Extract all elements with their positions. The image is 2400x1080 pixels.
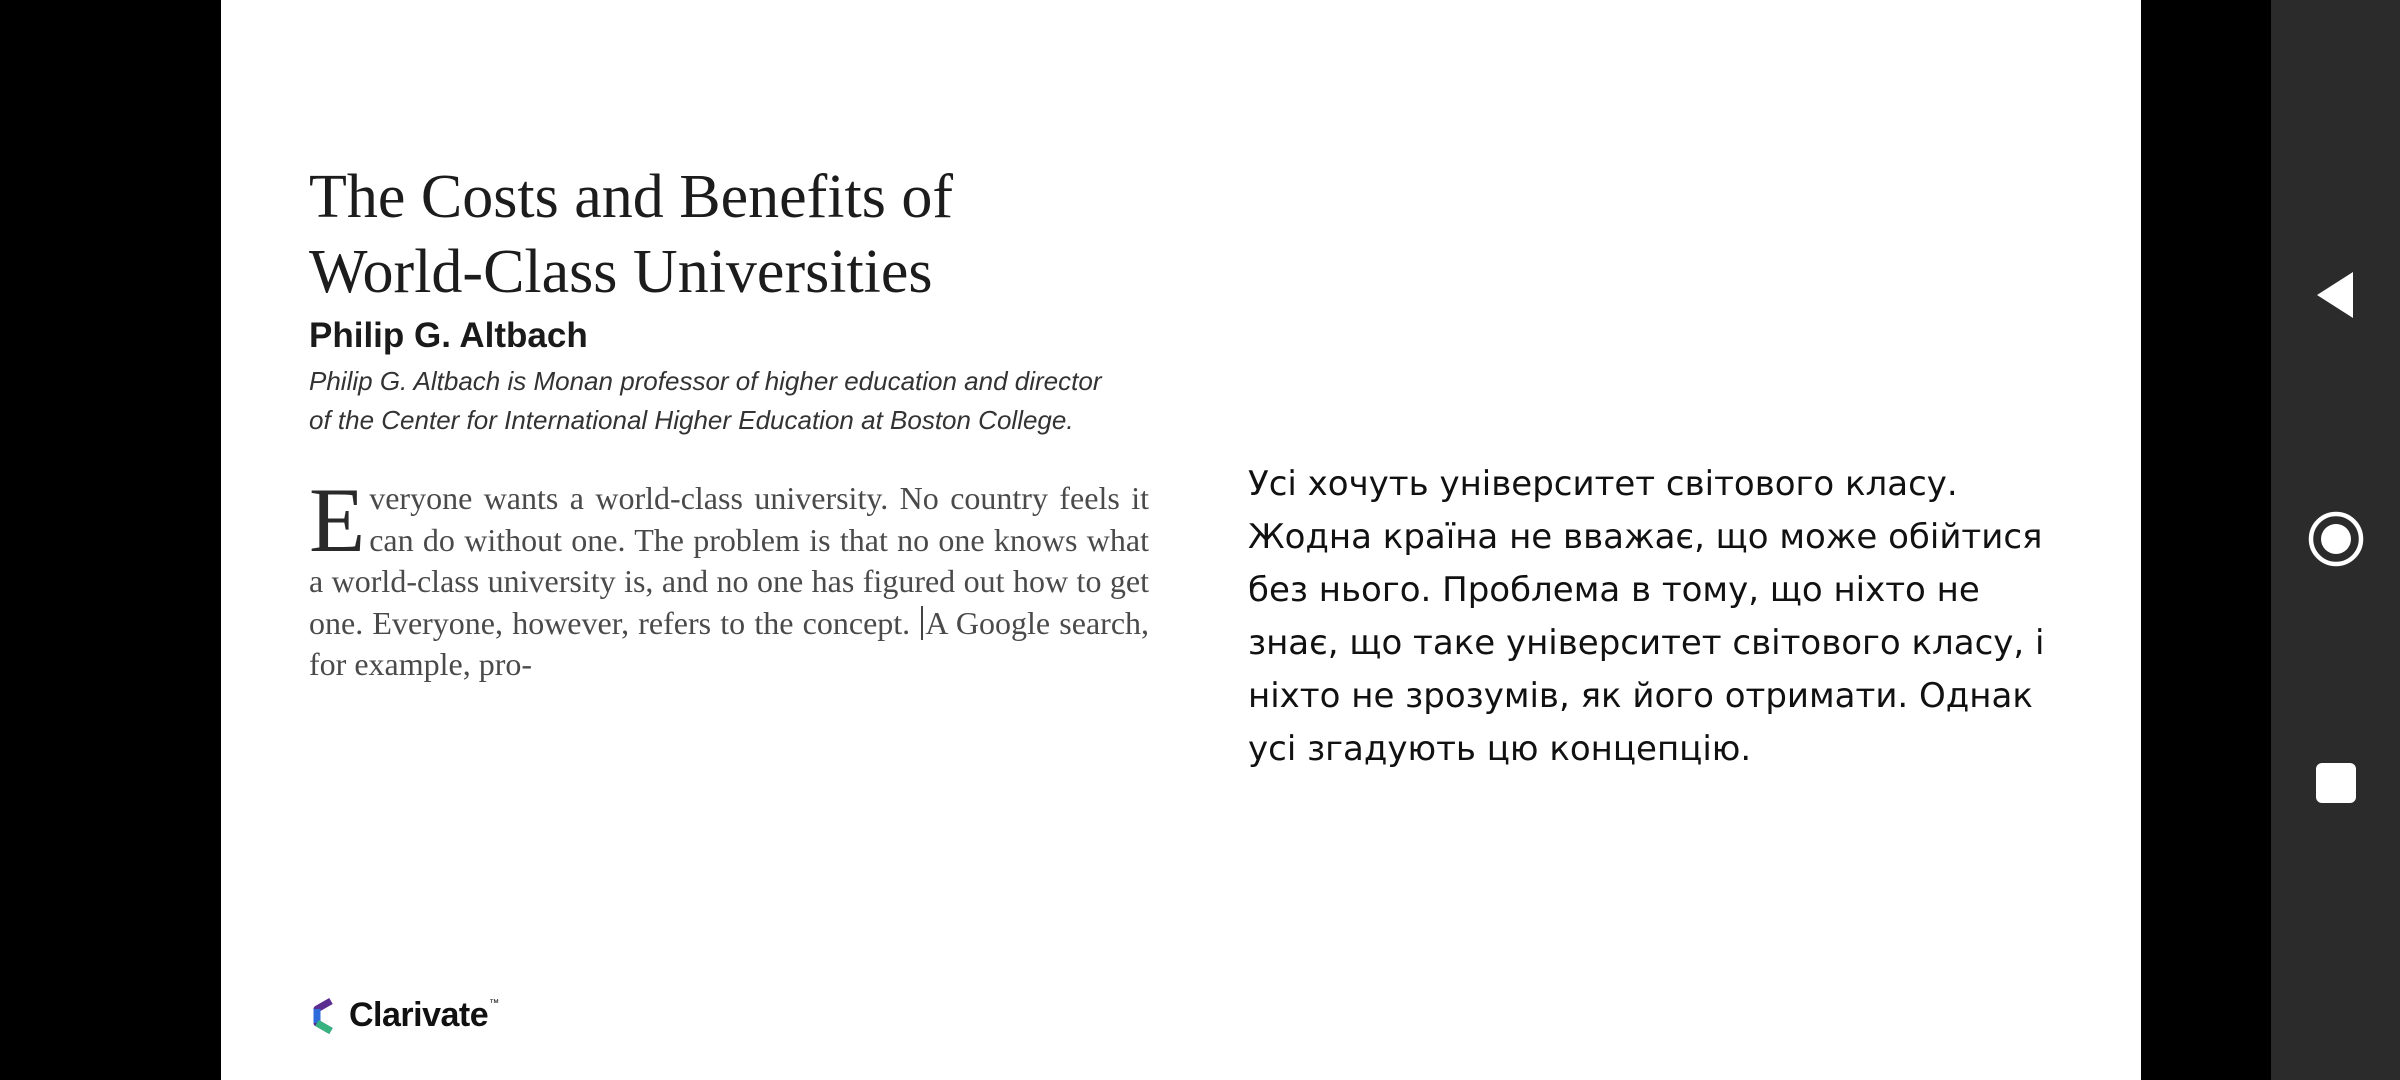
recent-apps-button[interactable] <box>2271 733 2400 833</box>
home-circle-icon <box>2306 509 2366 569</box>
home-button[interactable] <box>2271 489 2400 589</box>
article-author: Philip G. Altbach <box>309 316 588 355</box>
android-navigation-bar <box>2271 0 2400 1080</box>
article-title-line2: World-Class Universities <box>309 238 933 306</box>
affiliation-line2: of the Center for International Higher Education at Boston College. <box>309 405 1074 435</box>
drop-cap: E <box>309 469 366 571</box>
clarivate-logo-tm: ™ <box>489 998 500 1009</box>
article-title <box>309 160 1169 310</box>
clarivate-logo-icon <box>309 997 343 1035</box>
recent-square-icon <box>2314 761 2358 805</box>
article-affiliation <box>309 362 1169 440</box>
article-body <box>309 469 1150 686</box>
slide <box>221 0 2141 1080</box>
letterbox-right <box>2141 0 2271 1080</box>
body-text-before-cursor: veryone wants a world-class university. No country feels it can do without one. The problem is that no one knows what a world-class university is, and no one has figured out how to get one. Everyone, however, refers to the concept. <box>309 480 1149 641</box>
back-button[interactable] <box>2271 245 2400 345</box>
article-clipping <box>309 160 1169 686</box>
clarivate-logo <box>309 996 499 1035</box>
affiliation-line1: Philip G. Altbach is Monan professor of higher education and director <box>309 366 1102 396</box>
article-title-line1: The Costs and Benefits of <box>309 163 954 231</box>
text-cursor <box>921 606 923 640</box>
back-triangle-icon <box>2313 268 2359 322</box>
clarivate-logo-text: Clarivate <box>349 996 489 1034</box>
body-text-after-cursor: A Google search, for example, pro- <box>309 604 1150 682</box>
translation-text: Усі хочуть університет світового класу. Жодна країна не вважає, що може обійтися без нього. Проблема в тому, що ніхто не знає, що таке університет світового класу, і ніхто не зрозумів, як його отримати. Однак усі згадують цю концепцію. <box>1248 464 2045 769</box>
letterbox-left <box>0 0 221 1080</box>
